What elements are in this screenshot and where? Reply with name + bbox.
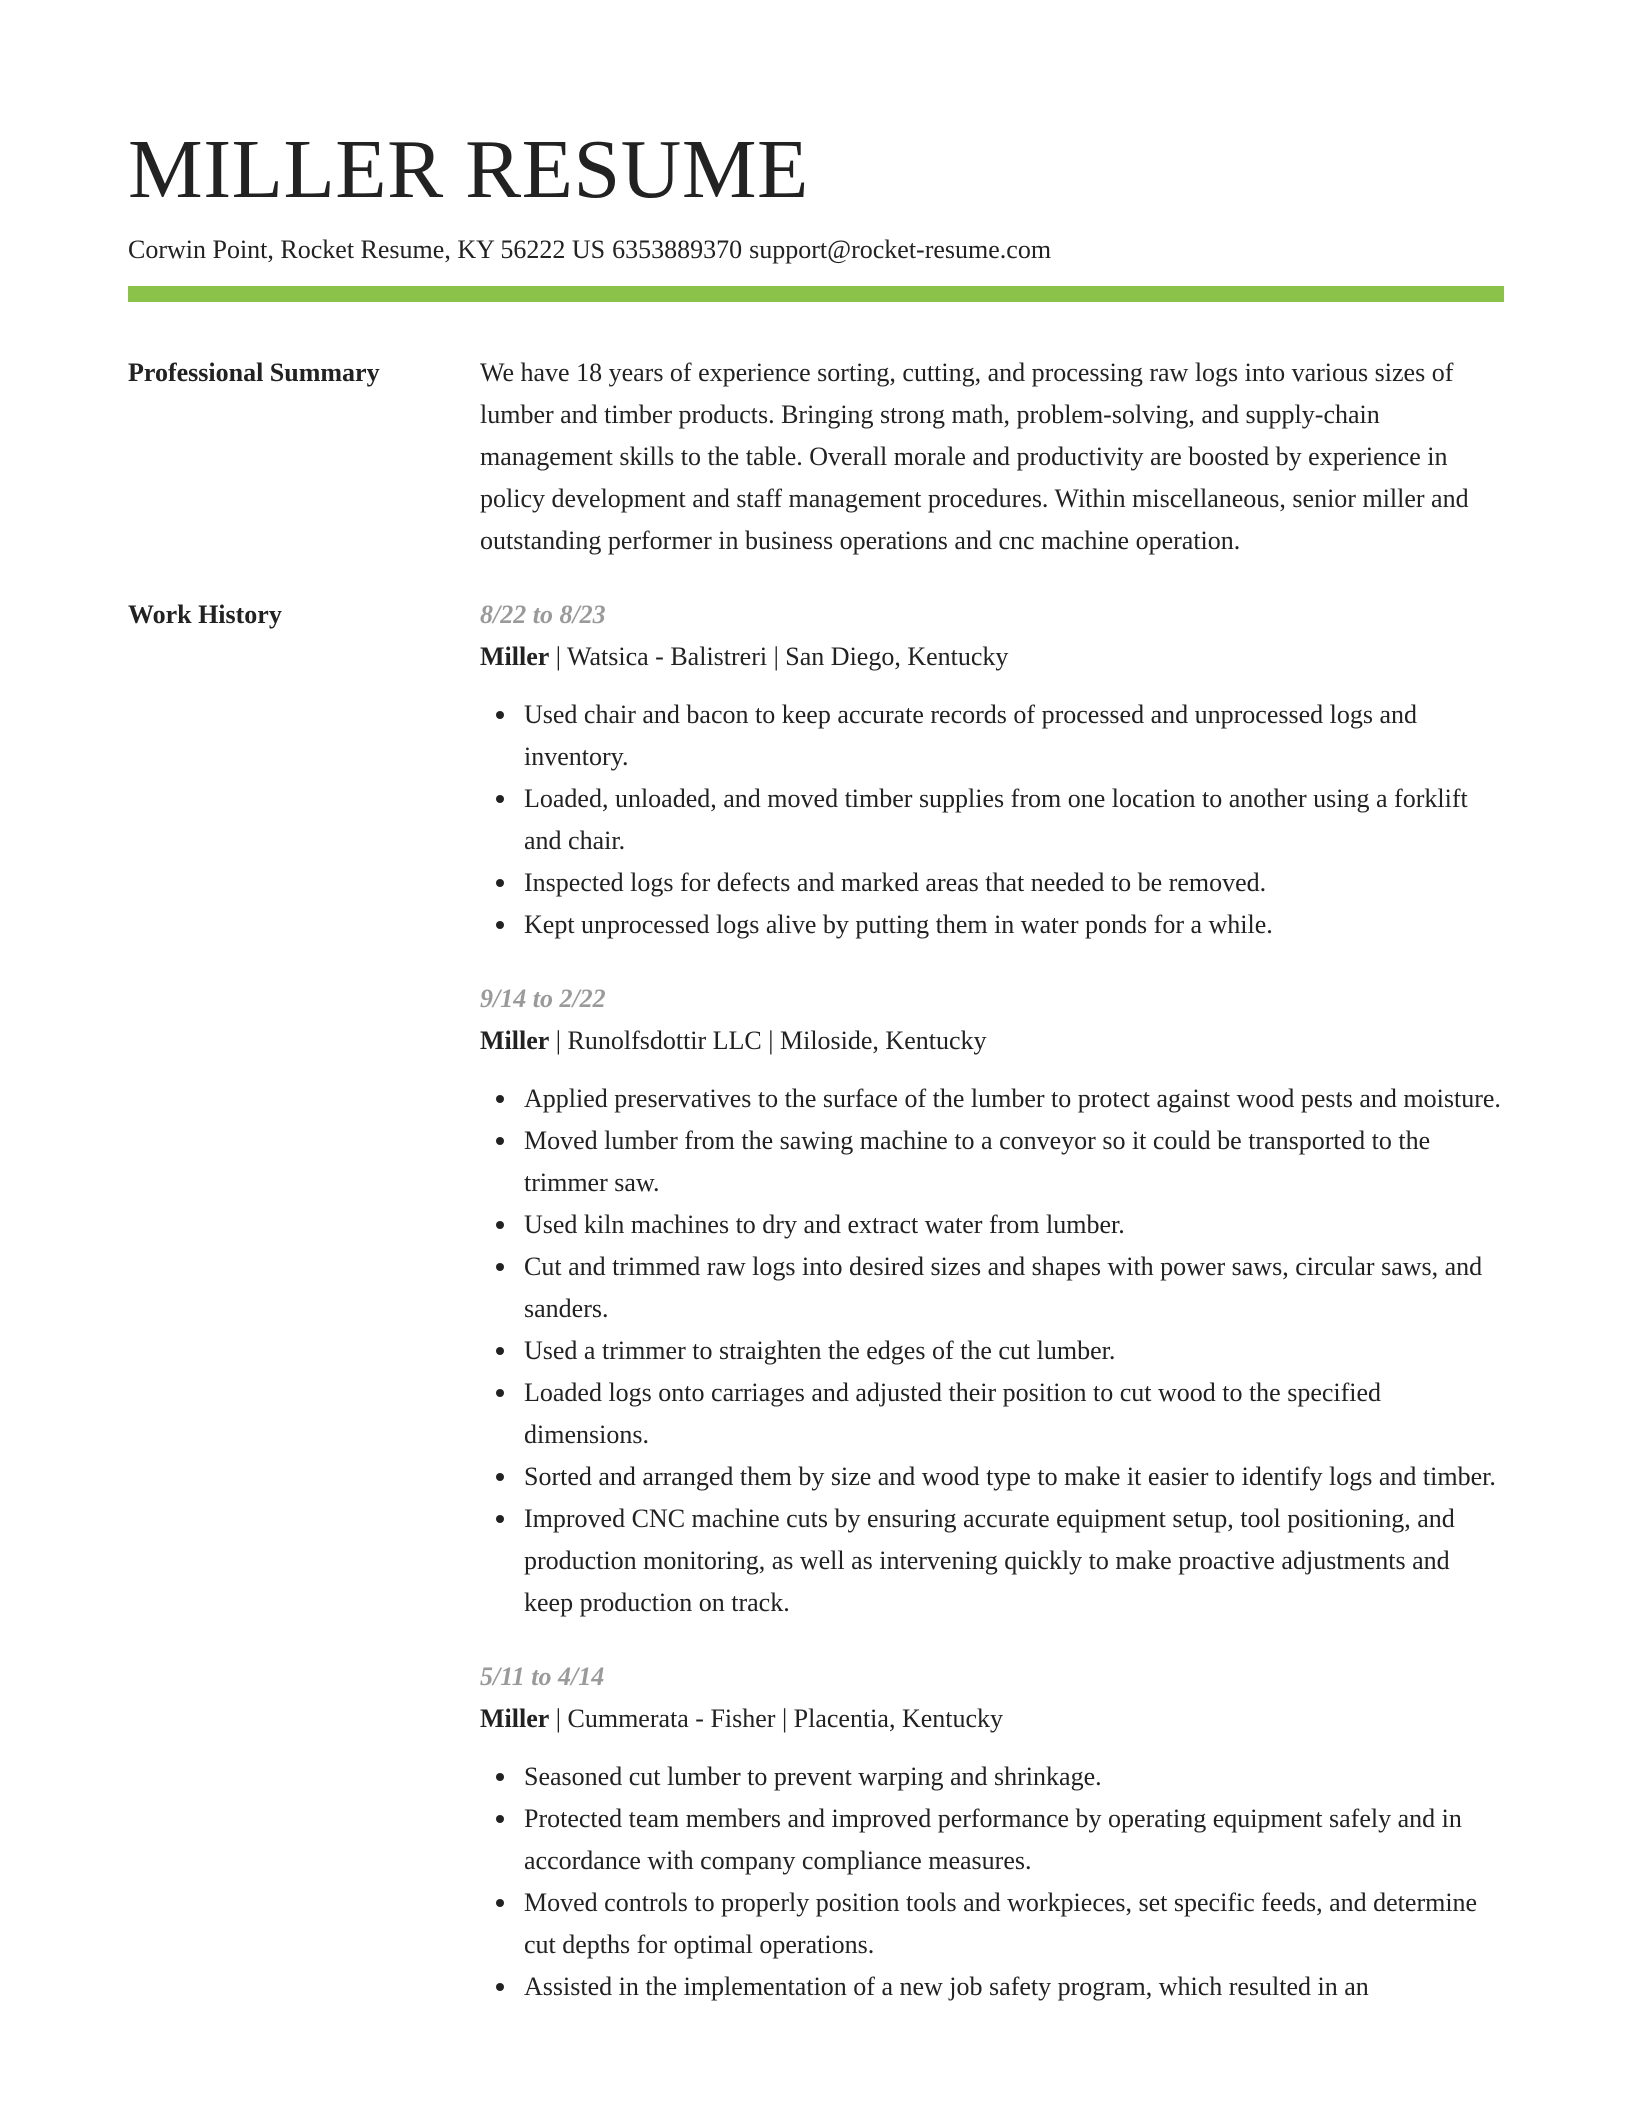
job-entry	[480, 594, 1504, 946]
duty-text: Moved controls to properly position tools and workpieces, set specific feeds, and determine cut depths for optimal operations.	[524, 1888, 1478, 1959]
resume-title: MILLER RESUME	[128, 123, 809, 216]
duty-item	[524, 1204, 1504, 1246]
duty-text: Loaded logs onto carriages and adjusted their position to cut wood to the specified dimensions.	[524, 1378, 1382, 1449]
bullet-icon	[496, 1221, 504, 1229]
bullet-icon	[496, 1389, 504, 1397]
duty-text: Assisted in the implementation of a new job safety program, which resulted in an	[524, 1972, 1369, 2001]
duty-text: Applied preservatives to the surface of the lumber to protect against wood pests and moisture.	[524, 1084, 1501, 1113]
job-employer-location: | Watsica - Balistreri | San Diego, Kentucky	[549, 642, 1009, 671]
duty-item	[524, 1120, 1504, 1204]
bullet-icon	[496, 1815, 504, 1823]
duty-item	[524, 1372, 1504, 1456]
duty-text: Moved lumber from the sawing machine to a conveyor so it could be transported to the trimmer saw.	[524, 1126, 1431, 1197]
job-dates: 5/11 to 4/14	[480, 1662, 605, 1691]
duty-text: Used kiln machines to dry and extract water from lumber.	[524, 1210, 1125, 1239]
duty-text: Kept unprocessed logs alive by putting them in water ponds for a while.	[524, 910, 1273, 939]
bullet-icon	[496, 1473, 504, 1481]
duty-item	[524, 694, 1504, 778]
bullet-icon	[496, 1095, 504, 1103]
bullet-icon	[496, 1773, 504, 1781]
duty-text: Cut and trimmed raw logs into desired sizes and shapes with power saws, circular saws, and sanders.	[524, 1252, 1483, 1323]
bullet-icon	[496, 1515, 504, 1523]
bullet-icon	[496, 1347, 504, 1355]
bullet-icon	[496, 1263, 504, 1271]
job-duties-list	[480, 1756, 1504, 2008]
work-history-heading: Work History	[128, 600, 282, 629]
job-role: Miller	[480, 1026, 550, 1055]
contact-phone: 6353889370	[612, 235, 743, 264]
duty-item	[524, 1882, 1504, 1966]
summary-section	[128, 352, 1504, 562]
duty-text: Seasoned cut lumber to prevent warping and shrinkage.	[524, 1762, 1102, 1791]
resume-page	[128, 0, 1504, 2040]
duty-item	[524, 778, 1504, 862]
duty-item	[524, 862, 1504, 904]
contact-email[interactable]: support@rocket-resume.com	[749, 235, 1052, 264]
duty-text: Used chair and bacon to keep accurate records of processed and unprocessed logs and inventory.	[524, 700, 1418, 771]
job-title-line	[480, 1020, 1504, 1062]
duty-item	[524, 1798, 1504, 1882]
job-entry	[480, 1656, 1504, 2008]
job-duties-list	[480, 1078, 1504, 1624]
bullet-icon	[496, 921, 504, 929]
duty-item	[524, 1246, 1504, 1330]
duty-item	[524, 1456, 1504, 1498]
bullet-icon	[496, 879, 504, 887]
bullet-icon	[496, 1983, 504, 1991]
bullet-icon	[496, 711, 504, 719]
job-employer-location: | Cummerata - Fisher | Placentia, Kentucky	[549, 1704, 1004, 1733]
duty-item	[524, 1966, 1504, 2008]
job-employer-location: | Runolfsdottir LLC | Miloside, Kentucky	[549, 1026, 987, 1055]
duty-text: Loaded, unloaded, and moved timber supplies from one location to another using a forklift and chair.	[524, 784, 1468, 855]
bullet-icon	[496, 1137, 504, 1145]
duty-text: Inspected logs for defects and marked areas that needed to be removed.	[524, 868, 1267, 897]
contact-address: Corwin Point, Rocket Resume, KY 56222 US	[128, 235, 606, 264]
duty-text: Used a trimmer to straighten the edges of the cut lumber.	[524, 1336, 1116, 1365]
contact-line	[128, 234, 1504, 266]
job-dates: 8/22 to 8/23	[480, 600, 606, 629]
job-entry	[480, 978, 1504, 1624]
summary-heading: Professional Summary	[128, 358, 380, 387]
summary-content	[480, 352, 1504, 562]
duty-item	[524, 1078, 1504, 1120]
job-title-line	[480, 1698, 1504, 1740]
summary-text: We have 18 years of experience sorting, cutting, and processing raw logs into various sizes of lumber and timber products. Bringing strong math, problem-solving, and supply-chain management skills to the table. Overall morale and productivity are boosted by experience in policy development and staff management procedures. Within miscellaneous, senior miller and outstanding performer in business operations and cnc machine operation.	[480, 358, 1469, 555]
duty-text: Sorted and arranged them by size and wood type to make it easier to identify logs and timber.	[524, 1462, 1496, 1491]
duty-item	[524, 904, 1504, 946]
job-duties-list	[480, 694, 1504, 946]
job-dates: 9/14 to 2/22	[480, 984, 606, 1013]
work-history-section	[128, 594, 1504, 2040]
duty-text: Protected team members and improved performance by operating equipment safely and in accordance with company compliance measures.	[524, 1804, 1462, 1875]
bullet-icon	[496, 795, 504, 803]
bullet-icon	[496, 1899, 504, 1907]
job-role: Miller	[480, 1704, 550, 1733]
duty-text: Improved CNC machine cuts by ensuring accurate equipment setup, tool positioning, and production monitoring, as well as intervening quickly to make proactive adjustments and keep production on track.	[524, 1504, 1455, 1617]
job-role: Miller	[480, 642, 550, 671]
duty-item	[524, 1330, 1504, 1372]
job-title-line	[480, 636, 1504, 678]
duty-item	[524, 1498, 1504, 1624]
header-divider	[128, 286, 1504, 302]
work-history-content	[480, 594, 1504, 2040]
duty-item	[524, 1756, 1504, 1798]
